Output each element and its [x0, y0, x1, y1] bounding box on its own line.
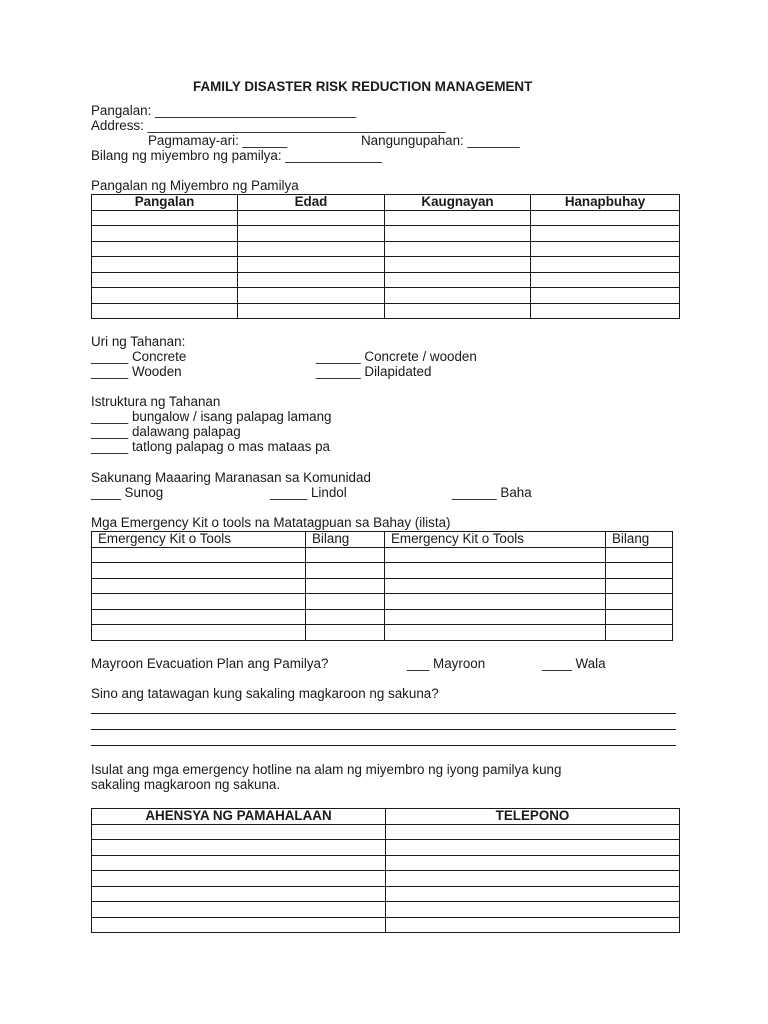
members-cell[interactable]	[385, 210, 531, 226]
address-field[interactable]: Address: ________________________________________	[91, 118, 446, 133]
members-column-header: Pangalan	[92, 195, 238, 211]
emergency-kit-cell[interactable]	[606, 578, 673, 594]
members-row	[92, 257, 680, 273]
emergency-kit-cell[interactable]	[385, 594, 606, 610]
evacuation-option-wala[interactable]: ____ Wala	[542, 656, 606, 671]
hotline-cell[interactable]	[92, 855, 386, 871]
emergency-kit-cell[interactable]	[92, 578, 306, 594]
hotline-row	[92, 824, 680, 840]
members-cell[interactable]	[385, 288, 531, 304]
emergency-kit-cell[interactable]	[306, 547, 385, 563]
emergency-kit-row	[92, 609, 673, 625]
hotline-cell[interactable]	[386, 902, 680, 918]
pangalan-field[interactable]: Pangalan: ___________________________	[91, 103, 357, 118]
hotline-cell[interactable]	[386, 917, 680, 933]
members-cell[interactable]	[92, 303, 238, 319]
uri-tahanan-heading: Uri ng Tahanan:	[91, 334, 186, 349]
option-concrete-wooden[interactable]: ______ Concrete / wooden	[316, 349, 477, 364]
members-cell[interactable]	[92, 226, 238, 242]
emergency-kit-column-header: Bilang	[606, 532, 673, 548]
tatawagan-answer-line[interactable]	[91, 729, 676, 730]
emergency-kit-cell[interactable]	[306, 625, 385, 641]
emergency-kit-cell[interactable]	[606, 625, 673, 641]
hotline-row	[92, 886, 680, 902]
members-cell[interactable]	[92, 241, 238, 257]
hotline-row	[92, 840, 680, 856]
emergency-kit-row	[92, 547, 673, 563]
emergency-kit-cell[interactable]	[385, 609, 606, 625]
emergency-kit-cell[interactable]	[385, 547, 606, 563]
members-heading: Pangalan ng Miyembro ng Pamilya	[91, 178, 299, 193]
sakuna-heading: Sakunang Maaaring Maranasan sa Komunidad	[91, 470, 371, 485]
option-baha[interactable]: ______ Baha	[452, 485, 532, 500]
members-cell[interactable]	[531, 241, 680, 257]
emergency-kit-cell[interactable]	[92, 609, 306, 625]
option-sunog[interactable]: ____ Sunog	[91, 485, 164, 500]
members-cell[interactable]	[385, 241, 531, 257]
hotline-cell[interactable]	[386, 840, 680, 856]
hotline-cell[interactable]	[92, 871, 386, 887]
emergency-kit-cell[interactable]	[306, 594, 385, 610]
members-cell[interactable]	[531, 272, 680, 288]
members-column-header: Kaugnayan	[385, 195, 531, 211]
emergency-kit-row	[92, 625, 673, 641]
hotline-instruction: Isulat ang mga emergency hotline na alam ng miyembro ng iyong pamilya kung	[91, 762, 562, 777]
istruktura-heading: Istruktura ng Tahanan	[91, 394, 221, 409]
hotline-column-header: AHENSYA NG PAMAHALAAN	[92, 809, 386, 825]
tatawagan-question: Sino ang tatawagan kung sakaling magkaroon ng sakuna?	[91, 686, 439, 701]
members-column-header: Hanapbuhay	[531, 195, 680, 211]
members-table	[91, 194, 680, 319]
emergency-kit-column-header: Emergency Kit o Tools	[92, 532, 306, 548]
hotline-cell[interactable]	[386, 886, 680, 902]
hotline-cell[interactable]	[386, 855, 680, 871]
members-row	[92, 272, 680, 288]
hotline-cell[interactable]	[92, 886, 386, 902]
option-tatlong-palapag[interactable]: _____ tatlong palapag o mas mataas pa	[91, 439, 330, 454]
members-column-header: Edad	[238, 195, 385, 211]
emergency-kit-cell[interactable]	[92, 547, 306, 563]
emergency-kit-cell[interactable]	[306, 563, 385, 579]
members-row	[92, 210, 680, 226]
bilang-miyembro-field[interactable]: Bilang ng miyembro ng pamilya: _____________	[91, 148, 383, 163]
members-cell[interactable]	[531, 210, 680, 226]
members-cell[interactable]	[92, 288, 238, 304]
members-cell[interactable]	[385, 303, 531, 319]
members-row	[92, 303, 680, 319]
option-concrete[interactable]: _____ Concrete	[91, 349, 187, 364]
evacuation-option-mayroon[interactable]: ___ Mayroon	[407, 656, 486, 671]
tatawagan-answer-line[interactable]	[91, 713, 676, 714]
emergency-kit-cell[interactable]	[306, 609, 385, 625]
emergency-kit-cell[interactable]	[606, 594, 673, 610]
emergency-kit-cell[interactable]	[606, 609, 673, 625]
members-cell[interactable]	[531, 303, 680, 319]
emergency-kit-row	[92, 563, 673, 579]
members-cell[interactable]	[92, 257, 238, 273]
members-cell[interactable]	[531, 226, 680, 242]
members-cell[interactable]	[92, 272, 238, 288]
members-cell[interactable]	[385, 257, 531, 273]
members-cell[interactable]	[385, 272, 531, 288]
members-row	[92, 226, 680, 242]
emergency-kit-row	[92, 594, 673, 610]
hotline-cell[interactable]	[92, 917, 386, 933]
members-cell[interactable]	[531, 257, 680, 273]
emergency-kit-cell[interactable]	[606, 563, 673, 579]
evacuation-question: Mayroon Evacuation Plan ang Pamilya?	[91, 656, 329, 671]
hotline-row	[92, 855, 680, 871]
members-row	[92, 241, 680, 257]
hotline-cell[interactable]	[92, 840, 386, 856]
members-cell[interactable]	[238, 257, 385, 273]
members-cell[interactable]	[238, 241, 385, 257]
option-wooden[interactable]: _____ Wooden	[91, 364, 182, 379]
hotline-row	[92, 871, 680, 887]
option-dilapidated[interactable]: ______ Dilapidated	[316, 364, 432, 379]
tatawagan-answer-line[interactable]	[91, 745, 676, 746]
members-cell[interactable]	[238, 210, 385, 226]
hotline-row	[92, 902, 680, 918]
hotline-table	[91, 808, 680, 933]
hotline-cell[interactable]	[92, 902, 386, 918]
emergency-kit-cell[interactable]	[92, 563, 306, 579]
emergency-kit-cell[interactable]	[385, 578, 606, 594]
option-bungalow[interactable]: _____ bungalow / isang palapag lamang	[91, 409, 332, 424]
pagmamay-ari-field[interactable]: Pagmamay-ari: ______	[148, 133, 288, 148]
emergency-kit-cell[interactable]	[606, 547, 673, 563]
members-cell[interactable]	[238, 288, 385, 304]
hotline-cell[interactable]	[92, 824, 386, 840]
option-dalawang-palapag[interactable]: _____ dalawang palapag	[91, 424, 241, 439]
hotline-column-header: TELEPONO	[386, 809, 680, 825]
hotline-cell[interactable]	[386, 824, 680, 840]
nangungupahan-field[interactable]: Nangungupahan: _______	[361, 133, 520, 148]
emergency-kit-cell[interactable]	[385, 563, 606, 579]
members-cell[interactable]	[385, 226, 531, 242]
emergency-kit-cell[interactable]	[385, 625, 606, 641]
members-cell[interactable]	[238, 272, 385, 288]
members-cell[interactable]	[531, 288, 680, 304]
hotline-row	[92, 917, 680, 933]
emergency-kit-heading: Mga Emergency Kit o tools na Matatagpuan sa Bahay (ilista)	[91, 515, 451, 530]
emergency-kit-table	[91, 531, 673, 641]
hotline-instruction-cont: sakaling magkaroon ng sakuna.	[91, 777, 281, 792]
members-row	[92, 288, 680, 304]
emergency-kit-cell[interactable]	[92, 625, 306, 641]
option-lindol[interactable]: _____ Lindol	[270, 485, 347, 500]
members-cell[interactable]	[92, 210, 238, 226]
hotline-cell[interactable]	[386, 871, 680, 887]
page-title: FAMILY DISASTER RISK REDUCTION MANAGEMENT	[193, 79, 533, 94]
emergency-kit-cell[interactable]	[92, 594, 306, 610]
members-cell[interactable]	[238, 303, 385, 319]
emergency-kit-row	[92, 578, 673, 594]
emergency-kit-column-header: Emergency Kit o Tools	[385, 532, 606, 548]
emergency-kit-cell[interactable]	[306, 578, 385, 594]
emergency-kit-column-header: Bilang	[306, 532, 385, 548]
members-cell[interactable]	[238, 226, 385, 242]
